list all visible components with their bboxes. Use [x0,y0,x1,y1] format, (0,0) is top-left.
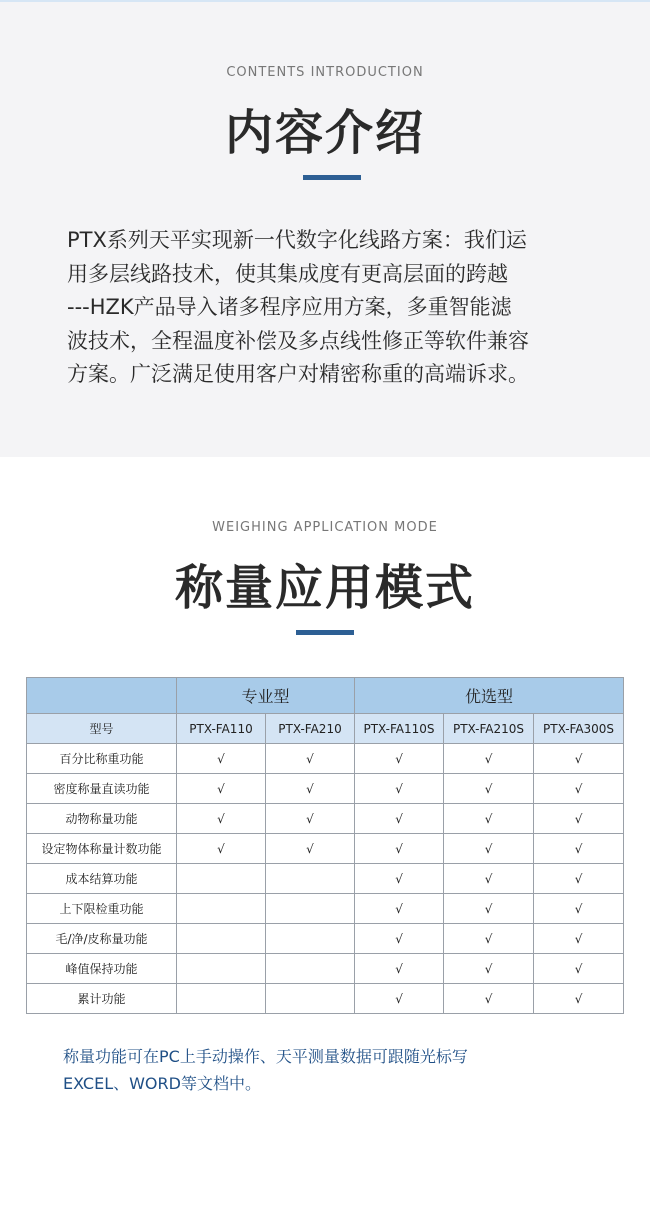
support-check-cell: √ [444,834,534,864]
support-check-cell: √ [266,834,355,864]
support-check-cell: √ [534,834,624,864]
intro-paragraph [67,224,597,392]
support-check-cell: √ [534,804,624,834]
function-name-cell: 百分比称重功能 [27,744,177,774]
group-professional: 专业型 [177,678,355,714]
mode-title-underline [296,630,354,635]
support-check-cell: √ [355,804,444,834]
intro-section [0,2,650,457]
support-check-cell: √ [534,864,624,894]
support-check-cell: √ [177,774,266,804]
support-check-cell: √ [534,984,624,1014]
support-check-cell [266,864,355,894]
support-check-cell: √ [444,804,534,834]
support-check-cell: √ [355,834,444,864]
intro-english-subtitle: CONTENTS INTRODUCTION [226,65,424,80]
support-check-cell: √ [355,774,444,804]
support-check-cell [177,924,266,954]
intro-line: 方案。广泛满足使用客户对精密称重的高端诉求。 [67,362,529,386]
support-check-cell: √ [355,924,444,954]
support-check-cell: √ [444,864,534,894]
support-check-cell: √ [355,744,444,774]
function-name-cell: 累计功能 [27,984,177,1014]
table-row [27,924,624,954]
function-name-cell: 上下限检重功能 [27,894,177,924]
table-row [27,834,624,864]
support-check-cell: √ [177,834,266,864]
function-comparison-table [26,677,624,1014]
support-check-cell: √ [534,744,624,774]
support-check-cell: √ [355,864,444,894]
support-check-cell: √ [534,954,624,984]
support-check-cell: √ [444,954,534,984]
support-check-cell [177,894,266,924]
table-row [27,774,624,804]
table-row [27,894,624,924]
support-check-cell [266,894,355,924]
support-check-cell: √ [355,984,444,1014]
support-check-cell: √ [444,744,534,774]
table-header-row [27,714,624,744]
support-check-cell: √ [177,804,266,834]
table-row [27,864,624,894]
support-check-cell: √ [444,924,534,954]
support-check-cell: √ [534,894,624,924]
support-check-cell: √ [444,894,534,924]
support-check-cell: √ [444,984,534,1014]
function-name-cell: 峰值保持功能 [27,954,177,984]
column-header: PTX-FA300S [534,714,624,744]
column-header: PTX-FA110 [177,714,266,744]
note-line: EXCEL、WORD等文档中。 [63,1074,261,1093]
column-header: 型号 [27,714,177,744]
function-name-cell: 设定物体称量计数功能 [27,834,177,864]
table-body [27,744,624,1014]
function-name-cell: 成本结算功能 [27,864,177,894]
table-corner-cell [27,678,177,714]
intro-line: PTX系列天平实现新一代数字化线路方案：我们运 [67,228,527,252]
support-check-cell [266,954,355,984]
note-paragraph [63,1043,603,1097]
column-header: PTX-FA210S [444,714,534,744]
note-line: 称量功能可在PC上手动操作、天平测量数据可跟随光标写 [63,1047,468,1066]
table-row [27,744,624,774]
intro-title-underline [303,175,361,180]
support-check-cell [266,984,355,1014]
support-check-cell [266,924,355,954]
support-check-cell: √ [355,894,444,924]
intro-line: 波技术，全程温度补偿及多点线性修正等软件兼容 [67,328,529,353]
table-row [27,984,624,1014]
mode-title: 称量应用模式 [174,560,475,616]
support-check-cell: √ [534,774,624,804]
support-check-cell: √ [266,744,355,774]
column-header: PTX-FA110S [355,714,444,744]
table-group-header-row [27,678,624,714]
table-row [27,804,624,834]
support-check-cell: √ [266,774,355,804]
support-check-cell: √ [177,744,266,774]
support-check-cell [177,984,266,1014]
column-header: PTX-FA210 [266,714,355,744]
intro-line: 用多层线路技术，使其集成度有更高层面的跨越 [67,261,508,286]
support-check-cell: √ [266,804,355,834]
function-name-cell: 动物称量功能 [27,804,177,834]
support-check-cell: √ [355,954,444,984]
support-check-cell [177,954,266,984]
group-preferred: 优选型 [355,678,624,714]
intro-line: ---HZK产品导入诸多程序应用方案，多重智能滤 [67,295,512,319]
mode-english-subtitle: WEIGHING APPLICATION MODE [212,520,438,535]
support-check-cell [177,864,266,894]
function-name-cell: 毛/净/皮称量功能 [27,924,177,954]
function-name-cell: 密度称量直读功能 [27,774,177,804]
intro-title: 内容介绍 [224,105,425,161]
support-check-cell: √ [444,774,534,804]
table-row [27,954,624,984]
support-check-cell: √ [534,924,624,954]
